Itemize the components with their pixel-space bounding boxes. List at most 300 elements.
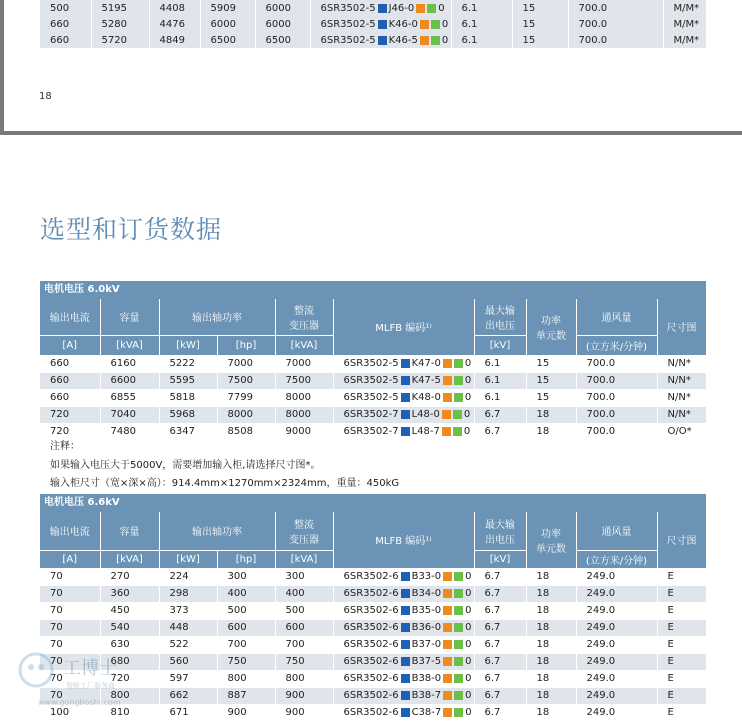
cell-kva: 7500: [275, 372, 333, 389]
unit-capacity: [kVA]: [100, 550, 159, 568]
cell-kw: 5818: [159, 389, 217, 406]
mlfb-suffix: 0: [438, 2, 445, 14]
cell-hp: 8000: [217, 406, 275, 423]
cell-dimension: E: [657, 585, 706, 602]
cell-voltage: 6.1: [474, 389, 526, 406]
cell-voltage: 6.7: [474, 687, 526, 704]
cell-capacity: 540: [100, 619, 159, 636]
blue-square-icon: [401, 640, 410, 649]
orange-square-icon: [442, 427, 451, 436]
orange-square-icon: [420, 36, 429, 45]
orange-square-icon: [420, 20, 429, 29]
cell-airflow: 700.0: [576, 355, 657, 372]
section-title-6kv: 电机电压 6.0kV: [40, 281, 706, 299]
header-dim: 尺寸图: [657, 299, 706, 355]
cell-mlfb: [333, 568, 474, 585]
cell-mlfb: [333, 355, 474, 372]
cell-dimension: N/N*: [657, 406, 706, 423]
mlfb-prefix: 6SR3502-5: [343, 358, 399, 369]
table-row: [40, 602, 706, 619]
cell-hp: 400: [217, 585, 275, 602]
cell-kva: 6500: [255, 32, 310, 48]
orange-square-icon: [443, 393, 452, 402]
mlfb-code: K47-0: [411, 358, 441, 369]
cell-dimension: E: [657, 602, 706, 619]
mlfb-prefix: 6SR3502-5: [343, 375, 399, 386]
cell-mlfb: [310, 0, 451, 16]
cell-kva: 6000: [255, 0, 310, 16]
mlfb-suffix: 0: [465, 639, 472, 650]
blue-square-icon: [401, 691, 410, 700]
cell-current: 70: [40, 602, 100, 619]
cell-voltage: 6.7: [474, 585, 526, 602]
note-label: 注释：: [50, 441, 80, 452]
header-mlfb: MLFB 编码¹⁾: [333, 299, 474, 355]
green-square-icon: [453, 410, 462, 419]
cell-hp: 5909: [200, 0, 255, 16]
mlfb-code: B37-5: [411, 656, 442, 667]
cell-capacity: 360: [100, 585, 159, 602]
table-row: [40, 372, 706, 389]
table-6kv: [40, 299, 707, 441]
cell-cells: 18: [526, 636, 576, 653]
page-number: 18: [39, 91, 52, 102]
cell-hp: 6500: [200, 32, 255, 48]
unit-air: (立方米/分钟): [576, 550, 657, 568]
blue-square-icon: [401, 410, 410, 419]
table-row: [40, 568, 706, 585]
blue-square-icon: [401, 589, 410, 598]
cell-cells: 15: [512, 16, 568, 32]
header-mlfb: MLFB 编码¹⁾: [333, 512, 474, 568]
orange-square-icon: [443, 640, 452, 649]
cell-kw: 448: [159, 619, 217, 636]
header-transformer: 整流 变压器: [275, 299, 333, 335]
cell-kw: 4476: [149, 16, 200, 32]
cell-capacity: 720: [100, 670, 159, 687]
cell-voltage: 6.1: [474, 372, 526, 389]
header-air: 通风量: [576, 299, 657, 335]
cell-kw: 224: [159, 568, 217, 585]
cell-current: 70: [40, 653, 100, 670]
blue-square-icon: [401, 708, 410, 717]
cell-mlfb: [333, 687, 474, 704]
mlfb-code: K46-0: [388, 18, 418, 30]
cell-current: 70: [40, 585, 100, 602]
cell-cells: 18: [526, 619, 576, 636]
cell-kva: 7000: [275, 355, 333, 372]
cell-current: 100: [40, 704, 100, 721]
cell-current: 70: [40, 670, 100, 687]
cell-hp: 7000: [217, 355, 275, 372]
unit-kw: [kW]: [159, 335, 217, 355]
mlfb-code: B35-0: [411, 605, 442, 616]
green-square-icon: [431, 20, 440, 29]
cell-capacity: 270: [100, 568, 159, 585]
cell-capacity: 5195: [91, 0, 149, 16]
orange-square-icon: [443, 606, 452, 615]
cell-hp: 887: [217, 687, 275, 704]
cell-current: 660: [40, 372, 100, 389]
cell-mlfb: [333, 670, 474, 687]
cell-dimension: N/N*: [657, 372, 706, 389]
cell-voltage: 6.7: [474, 704, 526, 721]
cell-voltage: 6.1: [451, 0, 512, 16]
blue-square-icon: [401, 572, 410, 581]
unit-current: [A]: [40, 550, 100, 568]
mlfb-code: B34-0: [411, 588, 442, 599]
table-row: [40, 32, 706, 48]
cell-kva: 750: [275, 653, 333, 670]
cell-cells: 15: [526, 389, 576, 406]
mlfb-code: B38-0: [411, 673, 442, 684]
mlfb-prefix: 6SR3502-5: [320, 18, 376, 30]
page-gutter: [0, 0, 4, 135]
cell-capacity: 810: [100, 704, 159, 721]
mlfb-prefix: 6SR3502-5: [320, 34, 376, 46]
previous-table: [40, 0, 707, 48]
cell-mlfb: [333, 704, 474, 721]
cell-mlfb: [333, 636, 474, 653]
watermark-logo: [8, 630, 158, 715]
cell-kw: 5968: [159, 406, 217, 423]
cell-airflow: 249.0: [576, 670, 657, 687]
mlfb-suffix: 0: [465, 622, 472, 633]
header-power: 输出轴功率: [159, 512, 275, 550]
cell-airflow: 700.0: [576, 372, 657, 389]
green-square-icon: [427, 4, 436, 13]
cell-airflow: 700.0: [576, 406, 657, 423]
cell-hp: 600: [217, 619, 275, 636]
cell-mlfb: [333, 372, 474, 389]
cell-cells: 18: [526, 602, 576, 619]
green-square-icon: [454, 674, 463, 683]
cell-cells: 18: [526, 687, 576, 704]
mlfb-suffix: 0: [441, 18, 449, 30]
blue-square-icon: [401, 427, 410, 436]
cell-kw: 522: [159, 636, 217, 653]
cell-kw: 560: [159, 653, 217, 670]
cell-capacity: 5280: [91, 16, 149, 32]
unit-kv: [kV]: [474, 335, 526, 355]
cell-kva: 600: [275, 619, 333, 636]
green-square-icon: [453, 427, 462, 436]
mlfb-suffix: 0: [464, 392, 472, 403]
cell-cells: 15: [526, 372, 576, 389]
blue-square-icon: [401, 623, 410, 632]
mlfb-prefix: 6SR3502-6: [343, 639, 399, 650]
cell-kva: 6000: [255, 16, 310, 32]
cell-airflow: 249.0: [576, 602, 657, 619]
header-current: 输出电流: [40, 299, 100, 335]
cell-cells: 15: [512, 0, 568, 16]
blue-square-icon: [378, 4, 387, 13]
cell-airflow: 249.0: [576, 568, 657, 585]
mlfb-prefix: 6SR3502-5: [343, 392, 399, 403]
cell-voltage: 6.7: [474, 568, 526, 585]
mlfb-code: L48-0: [411, 409, 440, 420]
cell-capacity: 6160: [100, 355, 159, 372]
mlfb-code: B33-0: [411, 571, 442, 582]
cell-capacity: 630: [100, 636, 159, 653]
cell-kva: 300: [275, 568, 333, 585]
blue-square-icon: [401, 674, 410, 683]
mlfb-suffix: 0: [465, 588, 472, 599]
green-square-icon: [454, 640, 463, 649]
cell-current: 660: [40, 389, 100, 406]
cell-dimension: E: [657, 619, 706, 636]
table-row: [40, 585, 706, 602]
table-row: [40, 423, 706, 440]
mlfb-prefix: 6SR3502-7: [343, 409, 399, 420]
cell-capacity: 800: [100, 687, 159, 704]
cell-cells: 18: [526, 423, 576, 440]
orange-square-icon: [442, 410, 451, 419]
cell-voltage: 6.7: [474, 636, 526, 653]
header-cells: 功率 单元数: [526, 512, 576, 568]
mlfb-suffix: 0: [465, 571, 472, 582]
cell-kw: 4849: [149, 32, 200, 48]
cell-capacity: 6855: [100, 389, 159, 406]
cell-dimension: N/N*: [657, 389, 706, 406]
unit-current: [A]: [40, 335, 100, 355]
cell-kva: 500: [275, 602, 333, 619]
cell-airflow: 700.0: [568, 32, 663, 48]
cell-kva: 8000: [275, 406, 333, 423]
mlfb-prefix: 6SR3502-7: [343, 426, 399, 437]
cell-voltage: 6.7: [474, 602, 526, 619]
mlfb-suffix: 0: [465, 605, 472, 616]
blue-square-icon: [401, 657, 410, 666]
cell-capacity: 7480: [100, 423, 159, 440]
cell-voltage: 6.7: [474, 406, 526, 423]
mlfb-prefix: 6SR3502-6: [343, 673, 399, 684]
green-square-icon: [454, 623, 463, 632]
orange-square-icon: [443, 708, 452, 717]
mlfb-prefix: 6SR3502-6: [343, 707, 399, 718]
cell-airflow: 249.0: [576, 687, 657, 704]
table-row: [40, 0, 706, 16]
mlfb-code: B37-0: [411, 639, 442, 650]
cell-dimension: E: [657, 704, 706, 721]
cell-dimension: N/N*: [657, 355, 706, 372]
header-current: 输出电流: [40, 512, 100, 550]
cell-current: 720: [40, 406, 100, 423]
cell-mlfb: [333, 406, 474, 423]
cell-airflow: 700.0: [576, 423, 657, 440]
cell-hp: 8508: [217, 423, 275, 440]
mlfb-suffix: 0: [441, 34, 449, 46]
cell-cells: 15: [512, 32, 568, 48]
cell-airflow: 249.0: [576, 704, 657, 721]
header-air: 通风量: [576, 512, 657, 550]
orange-square-icon: [443, 623, 452, 632]
cell-kva: 8000: [275, 389, 333, 406]
cell-dimension: M/M*: [663, 32, 706, 48]
cell-dimension: O/O*: [657, 423, 706, 440]
mlfb-code: C38-7: [411, 707, 442, 718]
cell-mlfb: [333, 619, 474, 636]
mlfb-suffix: 0: [465, 707, 472, 718]
mlfb-suffix: 0: [465, 690, 472, 701]
cell-capacity: 450: [100, 602, 159, 619]
green-square-icon: [454, 572, 463, 581]
cell-hp: 500: [217, 602, 275, 619]
cell-dimension: M/M*: [663, 16, 706, 32]
cell-voltage: 6.7: [474, 653, 526, 670]
cell-current: 70: [40, 687, 100, 704]
cell-kw: 5595: [159, 372, 217, 389]
cell-hp: 900: [217, 704, 275, 721]
cell-cells: 18: [526, 568, 576, 585]
page-divider: [0, 131, 742, 135]
cell-kw: 4408: [149, 0, 200, 16]
mlfb-prefix: 6SR3502-5: [320, 2, 376, 14]
mlfb-prefix: 6SR3502-6: [343, 588, 399, 599]
cell-kva: 9000: [275, 423, 333, 440]
orange-square-icon: [443, 359, 452, 368]
cell-cells: 18: [526, 704, 576, 721]
mlfb-code: B38-7: [411, 690, 442, 701]
cell-current: 70: [40, 636, 100, 653]
unit-kva: [kVA]: [275, 550, 333, 568]
green-square-icon: [431, 36, 440, 45]
table-row: [40, 389, 706, 406]
cell-mlfb: [333, 389, 474, 406]
cell-airflow: 700.0: [576, 389, 657, 406]
cell-kva: 800: [275, 670, 333, 687]
previous-page: [0, 0, 742, 131]
blue-square-icon: [401, 606, 410, 615]
header-transformer: 整流 变压器: [275, 512, 333, 550]
mlfb-suffix: 0: [464, 375, 472, 386]
cell-hp: 700: [217, 636, 275, 653]
unit-hp: [hp]: [217, 550, 275, 568]
table-row: [40, 355, 706, 372]
orange-square-icon: [443, 589, 452, 598]
mlfb-suffix: 0: [464, 358, 472, 369]
blue-square-icon: [401, 393, 410, 402]
cell-mlfb: [310, 32, 451, 48]
cell-current: 660: [40, 355, 100, 372]
cell-hp: 7799: [217, 389, 275, 406]
cell-kw: 671: [159, 704, 217, 721]
cell-airflow: 249.0: [576, 653, 657, 670]
note-text-2: 输入柜尺寸（宽×深×高）：914.4mm×1270mm×2324mm，重量：450kG: [50, 478, 400, 489]
orange-square-icon: [443, 376, 452, 385]
page-heading: 选型和订货数据: [40, 215, 223, 244]
mlfb-prefix: 6SR3502-6: [343, 690, 399, 701]
cell-capacity: 5720: [91, 32, 149, 48]
cell-voltage: 6.7: [474, 670, 526, 687]
cell-kva: 900: [275, 704, 333, 721]
table-row: [40, 16, 706, 32]
cell-kva: 700: [275, 636, 333, 653]
cell-kw: 6347: [159, 423, 217, 440]
cell-airflow: 700.0: [568, 0, 663, 16]
green-square-icon: [454, 657, 463, 666]
cell-current: 660: [40, 32, 91, 48]
cell-mlfb: [333, 602, 474, 619]
cell-hp: 7500: [217, 372, 275, 389]
green-square-icon: [454, 376, 463, 385]
orange-square-icon: [443, 691, 452, 700]
watermark-brand: 工博士: [63, 658, 117, 679]
cell-voltage: 6.1: [451, 16, 512, 32]
cell-airflow: 249.0: [576, 619, 657, 636]
orange-square-icon: [443, 572, 452, 581]
mlfb-suffix: 0: [465, 656, 472, 667]
mlfb-suffix: 0: [465, 673, 472, 684]
cell-current: 70: [40, 619, 100, 636]
green-square-icon: [454, 708, 463, 717]
cell-kw: 597: [159, 670, 217, 687]
unit-kva: [kVA]: [275, 335, 333, 355]
cell-mlfb: [333, 585, 474, 602]
note-text-1: 如果输入电压大于5000V，需要增加输入柜,请选择尺寸图*。: [50, 460, 321, 471]
cell-mlfb: [310, 16, 451, 32]
cell-voltage: 6.1: [474, 355, 526, 372]
mlfb-suffix: 0: [463, 426, 471, 437]
green-square-icon: [454, 691, 463, 700]
cell-hp: 300: [217, 568, 275, 585]
cell-mlfb: [333, 423, 474, 440]
cell-cells: 18: [526, 670, 576, 687]
cell-hp: 6000: [200, 16, 255, 32]
cell-dimension: E: [657, 687, 706, 704]
header-power: 输出轴功率: [159, 299, 275, 335]
unit-air: (立方米/分钟): [576, 335, 657, 355]
mlfb-prefix: 6SR3502-6: [343, 622, 399, 633]
mlfb-code: B36-0: [411, 622, 442, 633]
cell-capacity: 680: [100, 653, 159, 670]
cell-cells: 18: [526, 585, 576, 602]
watermark-url: www.gongboshi.com: [38, 698, 121, 707]
cell-dimension: E: [657, 653, 706, 670]
orange-square-icon: [416, 4, 425, 13]
mlfb-code: K46-5: [388, 34, 418, 46]
cell-airflow: 249.0: [576, 636, 657, 653]
blue-square-icon: [378, 36, 387, 45]
cell-dimension: M/M*: [663, 0, 706, 16]
cell-mlfb: [333, 653, 474, 670]
orange-square-icon: [443, 674, 452, 683]
header-cells: 功率 单元数: [526, 299, 576, 355]
mlfb-code: L48-7: [411, 426, 440, 437]
cell-kw: 298: [159, 585, 217, 602]
mlfb-code: K47-5: [411, 375, 441, 386]
mlfb-suffix: 0: [463, 409, 471, 420]
cell-capacity: 6600: [100, 372, 159, 389]
cell-voltage: 6.7: [474, 619, 526, 636]
header-capacity: 容量: [100, 299, 159, 335]
cell-current: 70: [40, 568, 100, 585]
cell-airflow: 249.0: [576, 585, 657, 602]
mlfb-prefix: 6SR3502-6: [343, 656, 399, 667]
cell-voltage: 6.7: [474, 423, 526, 440]
green-square-icon: [454, 359, 463, 368]
cell-kw: 5222: [159, 355, 217, 372]
cell-airflow: 700.0: [568, 16, 663, 32]
mlfb-code: J46-0: [388, 2, 415, 14]
unit-hp: [hp]: [217, 335, 275, 355]
cell-hp: 750: [217, 653, 275, 670]
cell-cells: 18: [526, 653, 576, 670]
mlfb-code: K48-0: [411, 392, 441, 403]
green-square-icon: [454, 606, 463, 615]
cell-current: 500: [40, 0, 91, 16]
mlfb-prefix: 6SR3502-6: [343, 605, 399, 616]
